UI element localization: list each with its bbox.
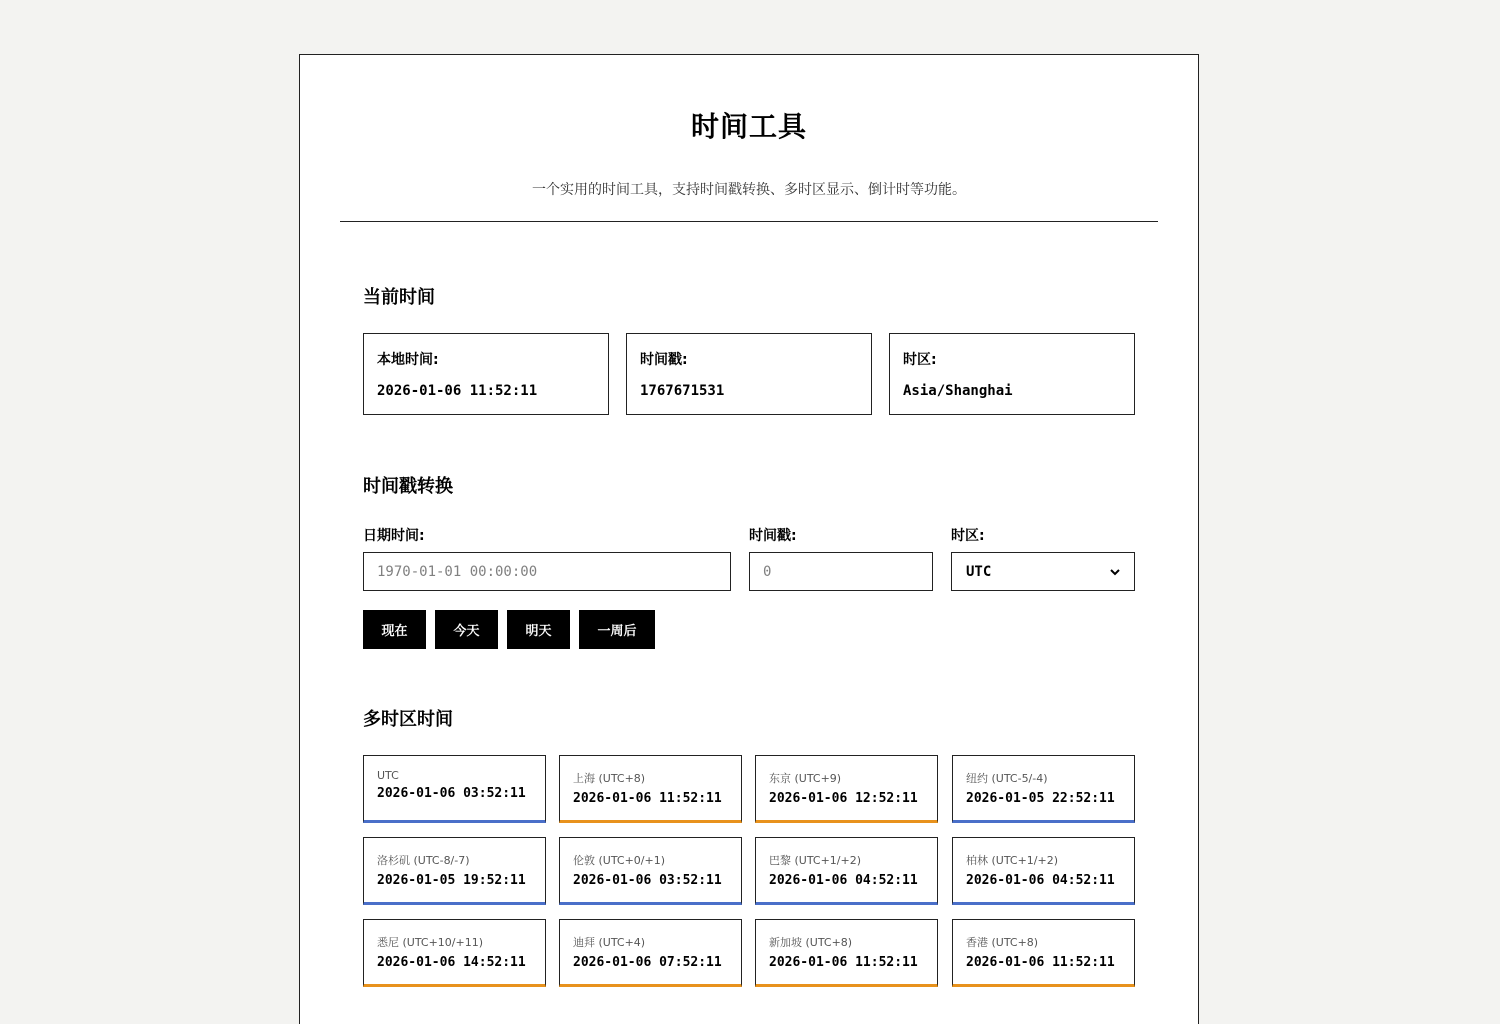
timestamp-field-label: 时间戳: [749,528,797,544]
timezone-clock-time: 2026-01-06 11:52:11 [573,791,722,806]
timezone-clock-name: 迪拜 (UTC+4) [573,936,646,949]
timezone-clock-card [755,919,938,987]
page-subtitle: 一个实用的时间工具，支持时间戳转换、多时区显示、倒计时等功能。 [532,182,966,198]
main-panel [299,54,1199,1024]
current-time-section-title: 当前时间 [363,287,435,308]
timezone-clock-time: 2026-01-05 22:52:11 [966,791,1115,806]
converter-section-title: 时间戳转换 [363,476,453,497]
timezone-clock-time: 2026-01-06 07:52:11 [573,955,722,970]
timestamp-label: 时间戳: [640,352,688,368]
timezone-clock-card [559,755,742,823]
timezone-clock-card [755,755,938,823]
timezone-card [889,333,1135,415]
timezone-clock-card [363,755,546,823]
timezone-field-label: 时区: [951,528,985,544]
timestamp-input[interactable] [749,552,933,591]
timezone-clock-card [755,837,938,905]
timezone-clock-card [559,919,742,987]
timezone-clock-card [952,837,1135,905]
timezone-clock-name: 香港 (UTC+8) [966,936,1039,949]
page-title: 时间工具 [690,110,807,143]
timezone-clock-card [559,837,742,905]
chevron-down-icon [1110,565,1120,579]
timezone-clock-name: 新加坡 (UTC+8) [769,936,853,949]
today-button[interactable]: 今天 [435,610,498,649]
timezone-clock-time: 2026-01-05 19:52:11 [377,873,526,888]
local-time-label: 本地时间: [377,352,439,368]
timezone-clock-card [952,919,1135,987]
timezone-value: Asia/Shanghai [903,383,1013,399]
timezone-clock-time: 2026-01-06 04:52:11 [769,873,918,888]
timezone-clock-name: 悉尼 (UTC+10/+11) [377,936,484,949]
timezone-clock-time: 2026-01-06 12:52:11 [769,791,918,806]
timezone-clock-name: 东京 (UTC+9) [769,772,842,785]
local-time-card [363,333,609,415]
timezone-clock-time: 2026-01-06 11:52:11 [769,955,918,970]
datetime-field-label: 日期时间: [363,528,425,544]
timezone-label: 时区: [903,352,937,368]
timezone-clock-time: 2026-01-06 03:52:11 [377,786,526,801]
now-button[interactable]: 现在 [363,610,426,649]
timezone-clock-name: 洛杉矶 (UTC-8/-7) [377,854,470,867]
world-clock-section-title: 多时区时间 [363,709,453,730]
timezone-clock-time: 2026-01-06 03:52:11 [573,873,722,888]
timezone-clock-name: 巴黎 (UTC+1/+2) [769,854,862,867]
timezone-clock-time: 2026-01-06 04:52:11 [966,873,1115,888]
tomorrow-button[interactable]: 明天 [507,610,570,649]
timezone-clock-time: 2026-01-06 11:52:11 [966,955,1115,970]
title-divider [340,221,1158,222]
timezone-clock-name: 上海 (UTC+8) [573,772,646,785]
one-week-later-button[interactable]: 一周后 [579,610,655,649]
timezone-clock-card [952,755,1135,823]
timezone-select[interactable] [951,552,1135,591]
timezone-clock-name: 伦敦 (UTC+0/+1) [573,854,666,867]
timezone-clock-card [363,837,546,905]
local-time-value: 2026-01-06 11:52:11 [377,383,538,399]
timezone-clock-name: 纽约 (UTC-5/-4) [966,772,1048,785]
timezone-clock-card [363,919,546,987]
timezone-clock-time: 2026-01-06 14:52:11 [377,955,526,970]
datetime-input[interactable] [363,552,731,591]
timestamp-card [626,333,872,415]
timezone-clock-name: 柏林 (UTC+1/+2) [966,854,1059,867]
timestamp-value: 1767671531 [640,383,725,399]
timezone-clock-name: UTC [377,769,399,782]
timezone-select-value: UTC [966,563,992,580]
